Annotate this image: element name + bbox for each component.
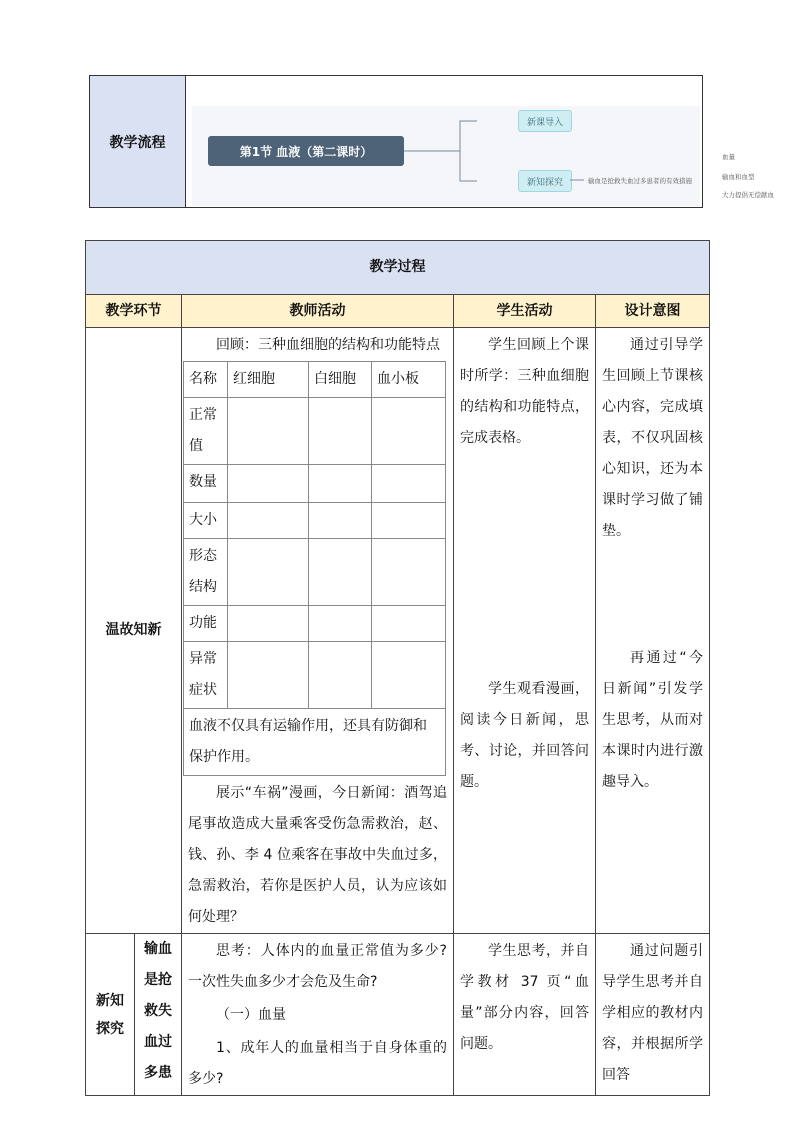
stage-explore: 新知探究: [86, 934, 135, 1096]
stage-review: 温故知新: [86, 328, 182, 934]
teaching-process-table: [85, 240, 710, 1096]
inner-header-name: 名称: [184, 362, 228, 398]
teacher-think-question: 思考：人体内的血量正常值为多少?一次性失血多少才会危及生命?: [188, 943, 447, 990]
student-news-text: 学生观看漫画，阅读今日新闻，思考、讨论，并回答问题。: [460, 681, 589, 790]
student-explore-text: 学生思考，并自学教材 37 页“血量”部分内容，回答问题。: [460, 943, 589, 1052]
inner-row-label: 形态结构: [184, 539, 228, 606]
inner-row-label: 功能: [184, 606, 228, 642]
mindmap-leaf-connectors: [192, 106, 700, 206]
process-title: 教学过程: [86, 241, 710, 295]
student-review-text: 学生回顾上个课时所学：三种血细胞的结构和功能特点，完成表格。: [460, 337, 589, 446]
design-intent-review: [596, 328, 710, 934]
mindmap-leaf-1: 血量: [722, 153, 735, 161]
mindmap-branch-intro: 新课导入: [518, 110, 572, 132]
header-design: 设计意图: [596, 295, 710, 328]
teacher-section-blood-volume: （一）血量: [216, 1007, 286, 1023]
design-review-text: 通过引导学生回顾上节课核心内容，完成填表，不仅巩固核心知识，还为本课时学习做了铺垫。: [602, 337, 704, 539]
header-student: 学生活动: [454, 295, 596, 328]
teaching-flow-table: [89, 75, 774, 208]
inner-table-note: 血液不仅具有运输作用，还具有防御和保护作用。: [184, 709, 446, 776]
header-teacher: 教师活动: [182, 295, 454, 328]
inner-row-label: 大小: [184, 503, 228, 539]
teacher-activity-review: [182, 328, 454, 934]
student-activity-explore: [454, 934, 596, 1096]
mindmap-subtopic: 输血是抢救失血过多患者的有效措施: [588, 177, 692, 185]
design-explore-text: 通过问题引导学生思考并自学相应的教材内容，并根据所学回答: [602, 943, 704, 1083]
header-stage: 教学环节: [86, 295, 182, 328]
mindmap: [192, 106, 774, 206]
substage-transfusion: 输血是抢救失血过多患: [135, 934, 182, 1096]
inner-row-label: 异常症状: [184, 642, 228, 709]
mindmap-root: 第1节 血液（第二课时）: [208, 136, 404, 166]
inner-header-wbc: 白细胞: [309, 362, 372, 398]
design-news-text: 再通过“今日新闻”引发学生思考，从而对本课时内进行激趣导入。: [602, 650, 704, 790]
inner-row-label: 正常值: [184, 398, 228, 465]
teacher-review-intro: 回顾：三种血细胞的结构和功能特点: [216, 337, 440, 353]
design-intent-explore: [596, 934, 710, 1096]
teacher-news-story: 展示“车祸”漫画，今日新闻：酒驾追尾事故造成大量乘客受伤急需救治，赵、钱、孙、李 4 位乘客在事故中失血过多，急需救治，若你是医护人员，认为应该如何处理？: [188, 785, 447, 925]
mindmap-leaf-3: 大力提倡无偿献血: [722, 191, 774, 199]
teacher-question-1: 1、成年人的血量相当于自身体重的多少?: [188, 1040, 447, 1087]
student-activity-review: [454, 328, 596, 934]
inner-row-label: 数量: [184, 465, 228, 503]
teaching-flow-label: 教学流程: [90, 76, 186, 207]
mindmap-branch-explore: 新知探究: [518, 170, 572, 192]
inner-header-rbc: 红细胞: [228, 362, 309, 398]
inner-header-platelet: 血小板: [372, 362, 446, 398]
mindmap-leaf-2: 输血和血型: [722, 173, 755, 181]
teacher-activity-explore: [182, 934, 454, 1096]
blood-cell-table: [183, 361, 446, 776]
